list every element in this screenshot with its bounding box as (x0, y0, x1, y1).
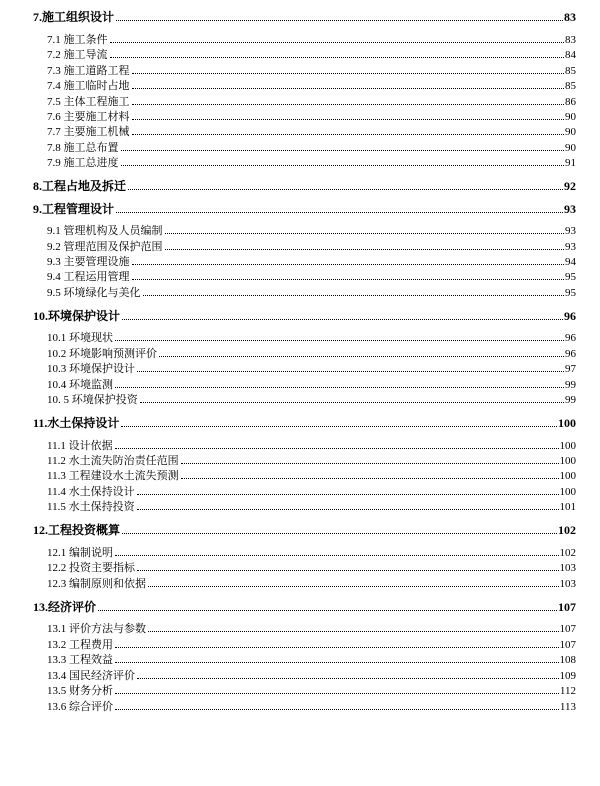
toc-entry-label: 11.水土保持设计 (33, 416, 120, 430)
toc-entry-label: 11.1 设计依据 (47, 440, 113, 452)
toc-section-entry[interactable] (47, 620, 576, 636)
toc-entry-label: 12.3 编制原则和依据 (47, 578, 146, 590)
dot-leader (137, 508, 559, 510)
toc-section-entry[interactable] (47, 376, 576, 392)
dot-leader (121, 149, 565, 151)
toc-entry-label: 11.4 水土保持设计 (47, 486, 135, 498)
dot-leader (115, 447, 559, 449)
toc-entry-label: 7.7 主要施工机械 (47, 126, 130, 138)
dot-leader (165, 248, 565, 250)
dot-leader (143, 294, 565, 296)
toc-section-entry[interactable] (47, 575, 576, 591)
toc-section-entry[interactable] (47, 452, 576, 468)
toc-entry-label: 11.5 水土保持投资 (47, 501, 135, 513)
toc-entry-label: 13.1 评价方法与参数 (47, 623, 146, 635)
toc-entry-label: 9.4 工程运用管理 (47, 271, 130, 283)
toc-page-number: 84 (565, 49, 576, 61)
toc-page-number: 100 (558, 416, 576, 430)
dot-leader (116, 19, 563, 21)
toc-page-number: 103 (559, 578, 576, 590)
dot-leader (116, 211, 563, 213)
toc-section-entry[interactable] (47, 391, 576, 407)
toc-entry-label: 9.3 主要管理设施 (47, 256, 130, 268)
toc-entry-label: 9.2 管理范围及保护范围 (47, 241, 163, 253)
toc-section-entry[interactable] (47, 360, 576, 376)
toc-page-number: 102 (559, 547, 576, 559)
dot-leader (98, 609, 557, 611)
dot-leader (137, 493, 559, 495)
toc-section-entry[interactable] (47, 268, 576, 284)
dot-leader (110, 56, 565, 58)
toc-entry-label: 7.4 施工临时占地 (47, 80, 130, 92)
toc-entry-label: 7.9 施工总进度 (47, 157, 119, 169)
toc-page-number: 93 (564, 202, 576, 216)
toc-section-entry[interactable] (47, 93, 576, 109)
dot-leader (115, 708, 559, 710)
toc-page-number: 99 (565, 394, 576, 406)
toc-page-number: 96 (565, 348, 576, 360)
toc-section-entry[interactable] (47, 31, 576, 47)
toc-page-number: 85 (565, 65, 576, 77)
dot-leader (148, 585, 559, 587)
toc-entry-label: 13.2 工程费用 (47, 639, 113, 651)
toc-chapter-entry[interactable] (33, 8, 576, 25)
toc-page-number: 107 (558, 600, 576, 614)
toc-entry-label: 13.4 国民经济评价 (47, 670, 135, 682)
dot-leader (165, 232, 565, 234)
dot-leader (128, 188, 563, 190)
toc-page-number: 91 (565, 157, 576, 169)
toc-section-entry[interactable] (47, 253, 576, 269)
toc-section-entry[interactable] (47, 77, 576, 93)
toc-entry-label: 11.3 工程建设水土流失预测 (47, 470, 179, 482)
dot-leader (132, 87, 565, 89)
toc-page-number: 113 (559, 701, 576, 713)
dot-leader (181, 462, 559, 464)
toc-page-number: 109 (559, 670, 576, 682)
toc-page-number: 103 (559, 562, 576, 574)
toc-page-number: 85 (565, 80, 576, 92)
toc-entry-label: 10.环境保护设计 (33, 309, 121, 323)
toc-entry-label: 10.2 环境影响预测评价 (47, 348, 157, 360)
dot-leader (132, 278, 565, 280)
toc-entry-label: 7.施工组织设计 (33, 10, 115, 24)
dot-leader (132, 118, 565, 120)
toc-page-number: 83 (565, 34, 576, 46)
toc-entry-label: 7.3 施工道路工程 (47, 65, 130, 77)
dot-leader (159, 355, 564, 357)
toc-entry-label: 7.8 施工总布置 (47, 142, 119, 154)
toc-page-number: 90 (565, 126, 576, 138)
toc-section-entry[interactable] (47, 108, 576, 124)
dot-leader (115, 339, 564, 341)
toc-page-number: 100 (559, 486, 576, 498)
toc-entry-label: 11.2 水土流失防治责任范围 (47, 455, 179, 467)
toc-page-number: 102 (558, 523, 576, 537)
dot-leader (148, 630, 559, 632)
toc-section-entry[interactable] (47, 154, 576, 170)
toc-chapter-entry[interactable] (33, 200, 576, 217)
dot-leader (132, 103, 565, 105)
toc-page-number: 99 (565, 379, 576, 391)
toc-entry-label: 13.5 财务分析 (47, 685, 113, 697)
toc-page-number: 94 (565, 256, 576, 268)
toc-entry-label: 10.4 环境监测 (47, 379, 113, 391)
toc-entry-label: 7.1 施工条件 (47, 34, 108, 46)
toc-page-number: 95 (565, 271, 576, 283)
toc-section-entry[interactable] (47, 62, 576, 78)
dot-leader (115, 386, 564, 388)
toc-section-entry[interactable] (47, 329, 576, 345)
dot-leader (140, 401, 564, 403)
toc-page-number: 108 (559, 654, 576, 666)
toc-page-number: 93 (565, 225, 576, 237)
toc-section-entry[interactable] (47, 46, 576, 62)
toc-entry-label: 12.工程投资概算 (33, 523, 121, 537)
toc-entry-label: 10. 5 环境保护投资 (47, 394, 138, 406)
toc-page-number: 101 (559, 501, 576, 513)
toc-page-number: 90 (565, 142, 576, 154)
toc-section-entry[interactable] (47, 238, 576, 254)
toc-section-entry[interactable] (47, 483, 576, 499)
toc-section-entry[interactable] (47, 498, 576, 514)
dot-leader (115, 692, 559, 694)
toc-chapter-entry[interactable] (33, 177, 576, 194)
toc-entry-label: 9.1 管理机构及人员编制 (47, 225, 163, 237)
toc-entry-label: 7.5 主体工程施工 (47, 96, 130, 108)
toc-page-number: 97 (565, 363, 576, 375)
toc-section-entry[interactable] (47, 698, 576, 714)
dot-leader (137, 569, 559, 571)
dot-leader (115, 661, 559, 663)
toc-page-number: 107 (559, 623, 576, 635)
toc-chapter-entry[interactable] (33, 414, 576, 431)
dot-leader (132, 133, 565, 135)
toc-section-entry[interactable] (47, 123, 576, 139)
toc-chapter-entry[interactable] (33, 598, 576, 615)
toc-entry-label: 9.5 环境绿化与美化 (47, 287, 141, 299)
toc-section-entry[interactable] (47, 651, 576, 667)
dot-leader (137, 370, 564, 372)
toc-section-entry[interactable] (47, 222, 576, 238)
toc-chapter-entry[interactable] (33, 521, 576, 538)
toc-page-number: 83 (564, 10, 576, 24)
toc-section-entry[interactable] (47, 345, 576, 361)
toc-entry-label: 7.6 主要施工材料 (47, 111, 130, 123)
toc-page-number: 90 (565, 111, 576, 123)
toc-entry-label: 13.6 综合评价 (47, 701, 113, 713)
dot-leader (121, 425, 557, 427)
toc-entry-label: 12.2 投资主要指标 (47, 562, 135, 574)
toc-page-number: 107 (559, 639, 576, 651)
toc-page-number: 112 (559, 685, 576, 697)
dot-leader (122, 532, 557, 534)
toc-page-number: 93 (565, 241, 576, 253)
toc-entry-label: 13.经济评价 (33, 600, 97, 614)
toc-section-entry[interactable] (47, 544, 576, 560)
toc-section-entry[interactable] (47, 559, 576, 575)
dot-leader (121, 164, 565, 166)
dot-leader (110, 41, 565, 43)
toc-page-number: 100 (559, 470, 576, 482)
toc-entry-label: 7.2 施工导流 (47, 49, 108, 61)
toc-section-entry[interactable] (47, 467, 576, 483)
toc-section-entry[interactable] (47, 284, 576, 300)
toc-entry-label: 9.工程管理设计 (33, 202, 115, 216)
toc-page-number: 86 (565, 96, 576, 108)
toc-page-number: 96 (564, 309, 576, 323)
toc-entry-label: 10.1 环境现状 (47, 332, 113, 344)
toc-entry-label: 12.1 编制说明 (47, 547, 113, 559)
dot-leader (132, 263, 565, 265)
toc-section-entry[interactable] (47, 682, 576, 698)
toc-section-entry[interactable] (47, 636, 576, 652)
dot-leader (132, 72, 565, 74)
dot-leader (137, 677, 559, 679)
toc-page-number: 95 (565, 287, 576, 299)
dot-leader (181, 477, 559, 479)
toc-entry-label: 10.3 环境保护设计 (47, 363, 135, 375)
toc-section-entry[interactable] (47, 139, 576, 155)
toc-page-number: 96 (565, 332, 576, 344)
dot-leader (115, 646, 559, 648)
toc-section-entry[interactable] (47, 667, 576, 683)
toc-entry-label: 8.工程占地及拆迁 (33, 179, 127, 193)
toc-page-number: 100 (559, 440, 576, 452)
dot-leader (115, 554, 559, 556)
toc-entry-label: 13.3 工程效益 (47, 654, 113, 666)
dot-leader (122, 318, 563, 320)
toc-page-number: 92 (564, 179, 576, 193)
toc-page-number: 100 (559, 455, 576, 467)
toc-chapter-entry[interactable] (33, 307, 576, 324)
toc-section-entry[interactable] (47, 437, 576, 453)
